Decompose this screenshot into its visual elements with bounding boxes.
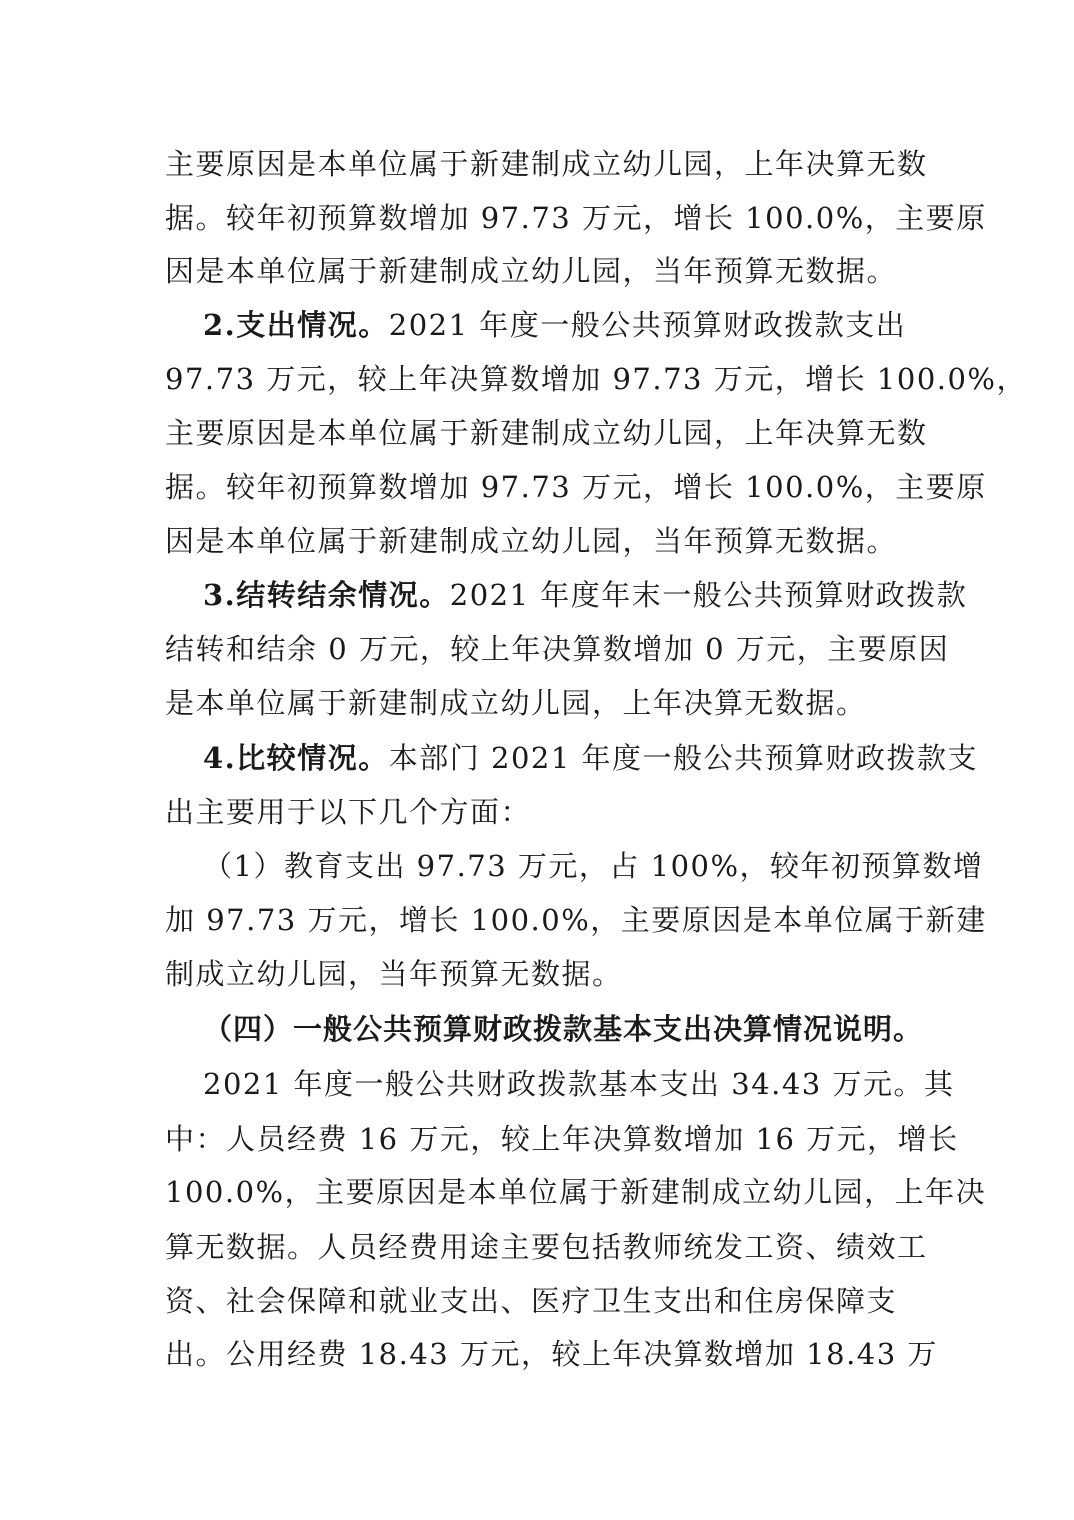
section-heading: （四）一般公共预算财政拨款基本支出决算情况说明。 [203, 1012, 924, 1046]
text-line: 主要原因是本单位属于新建制成立幼儿园，上年决算无数 [165, 147, 928, 181]
text-line: 出主要用于以下几个方面： [165, 795, 532, 829]
text-line: 算无数据。人员经费用途主要包括教师统发工资、绩效工 [165, 1230, 928, 1264]
paragraph-first-line [203, 298, 963, 352]
text-span: 2021 年度一般公共预算财政拨款支出 [388, 308, 907, 342]
paragraph-first-line [203, 731, 979, 785]
text-line: 中：人员经费 16 万元，较上年决算数增加 16 万元，增长 [165, 1122, 959, 1156]
text-line: 97.73 万元，较上年决算数增加 97.73 万元，增长 100.0%， [165, 362, 1027, 396]
text-line: （1）教育支出 97.73 万元，占 100%，较年初预算数增 [203, 849, 984, 883]
text-line: 2021 年度一般公共财政拨款基本支出 34.43 万元。其 [203, 1067, 955, 1101]
text-span: 本部门 2021 年度一般公共预算财政拨款支 [388, 741, 979, 775]
text-line: 据。较年初预算数增加 97.73 万元，增长 100.0%，主要原 [165, 201, 987, 235]
text-line: 是本单位属于新建制成立幼儿园，上年决算无数据。 [165, 686, 867, 720]
text-line: 资、社会保障和就业支出、医疗卫生支出和住房保障支 [165, 1284, 898, 1318]
text-line: 加 97.73 万元，增长 100.0%，主要原因是本单位属于新建 [165, 903, 987, 937]
text-line: 出。公用经费 18.43 万元，较上年决算数增加 18.43 万 [165, 1337, 938, 1371]
paragraph-first-line [203, 568, 968, 622]
text-line: 因是本单位属于新建制成立幼儿园，当年预算无数据。 [165, 254, 898, 288]
text-line: 据。较年初预算数增加 97.73 万元，增长 100.0%，主要原 [165, 470, 987, 504]
section-lead: 2.支出情况。 [203, 308, 389, 342]
section-lead: 4.比较情况。 [203, 741, 389, 775]
text-line: 结转和结余 0 万元，较上年决算数增加 0 万元，主要原因 [165, 632, 950, 666]
section-lead: 3.结转结余情况。 [203, 578, 450, 612]
text-line: 制成立幼儿园，当年预算无数据。 [165, 957, 623, 991]
text-line: 100.0%，主要原因是本单位属于新建制成立幼儿园，上年决 [165, 1175, 987, 1209]
text-span: 2021 年度年末一般公共预算财政拨款 [449, 578, 968, 612]
text-line: 主要原因是本单位属于新建制成立幼儿园，上年决算无数 [165, 416, 928, 450]
text-line: 因是本单位属于新建制成立幼儿园，当年预算无数据。 [165, 524, 898, 558]
